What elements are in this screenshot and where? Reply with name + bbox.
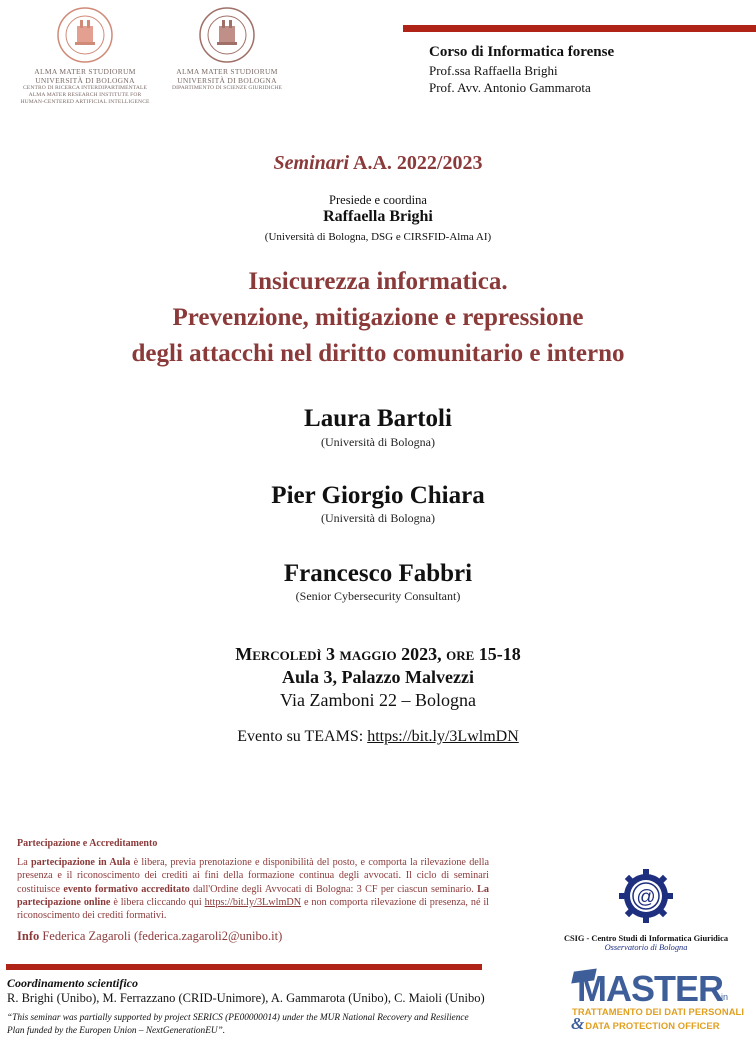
chair-label: Presiede e coordina: [329, 193, 427, 207]
teams-info: [0, 728, 756, 746]
participation-text: [17, 856, 489, 922]
speaker-name: Laura Bartoli: [304, 405, 452, 432]
text: è libera cliccando qui: [110, 896, 205, 908]
speaker-name: Francesco Fabbri: [283, 560, 473, 587]
funding-line: “This seminar was partially supported by project SERICS (PE00000014) under the MUR National Recovery and Resilience: [7, 1013, 469, 1023]
coordination-names: R. Brighi (Unibo), M. Ferrazzano (CRID-Unimore), A. Gammarota (Unibo), C. Maioli (Unibo): [7, 991, 485, 1005]
event-date: Mercoledì 3 maggio 2023, ore 15-18: [235, 644, 521, 664]
speaker-affiliation: (Università di Bologna): [321, 511, 435, 525]
speaker: [0, 482, 756, 526]
coordination-title: Coordinamento scientifico: [7, 976, 139, 990]
bottom-red-divider: [6, 964, 482, 970]
logo-text: UNIVERSITÀ DI BOLOGNA: [177, 76, 277, 85]
teams-label: Evento su TEAMS:: [237, 728, 368, 745]
logo-text: DIPARTIMENTO DI SCIENZE GIURIDICHE: [171, 85, 283, 91]
logo-alma-ai: [10, 6, 160, 106]
svg-text:@: @: [636, 887, 656, 908]
emphasis: evento formativo accreditato: [63, 883, 190, 895]
master-in: in: [721, 992, 729, 1002]
logo-text: HUMAN-CENTERED ARTIFICIAL INTELLIGENCE: [20, 99, 150, 105]
logo-text: ALMA MATER RESEARCH INSTITUTE FOR: [28, 92, 142, 98]
csig-subtitle: Osservatorio di Bologna: [604, 943, 688, 952]
csig-gear-icon: [618, 868, 674, 924]
ampersand: &: [571, 1014, 585, 1033]
coordination-section: [7, 976, 507, 1038]
logo-text: ALMA MATER STUDIORUM: [34, 67, 136, 76]
text: e non comporta rilevazione di presenza, né il riconoscimento dei crediti formativi.: [17, 896, 489, 922]
title-line: Prevenzione, mitigazione e repressione: [172, 304, 584, 331]
csig-name: CSIG - Centro Studi di Informatica Giuridica: [563, 934, 729, 943]
course-info: [429, 44, 614, 96]
info-contact: [17, 930, 489, 943]
seminar-title: [0, 264, 756, 372]
csig-logo: [548, 868, 744, 952]
university-seal-icon: [56, 6, 114, 64]
speaker-affiliation: (Senior Cybersecurity Consultant): [295, 589, 461, 603]
speaker-name: Pier Giorgio Chiara: [271, 482, 485, 509]
participation-title: Partecipazione e Accreditamento: [17, 838, 158, 849]
seminari-label: Seminari: [273, 152, 350, 174]
top-red-divider: [403, 25, 756, 32]
university-seal-icon: [198, 6, 256, 64]
info-text: Federica Zagaroli (federica.zagaroli2@unibo.it): [39, 929, 283, 944]
funding-line: Plan funded by the Europen Union – NextGenerationEU”.: [7, 1026, 226, 1036]
course-title: Corso di Informatica forense: [429, 44, 615, 60]
emphasis: La partecipazione online: [17, 883, 489, 908]
speaker-affiliation: (Università di Bologna): [321, 435, 435, 449]
speaker: [0, 560, 756, 604]
logo-text: UNIVERSITÀ DI BOLOGNA: [35, 76, 135, 85]
teams-link[interactable]: https://bit.ly/3LwlmDN: [367, 728, 519, 745]
chair-name: Raffaella Brighi: [323, 208, 433, 225]
text: La: [17, 857, 32, 869]
emphasis: partecipazione in Aula: [31, 857, 131, 869]
text: è libera, previa prenotazione e disponibilità del posto, e comporta la rilevazione della presenza e il riconoscimento dei crediti ai fini della formazione continua degli avvocati. Il ciclo di seminari costituisce: [17, 857, 489, 895]
event-place: Aula 3, Palazzo Malvezzi: [282, 667, 474, 687]
master-subtitle-1: TRATTAMENTO DEI DATI PERSONALI: [572, 1006, 745, 1017]
master-logo: [571, 968, 751, 1034]
chair-affiliation: (Università di Bologna, DSG e CIRSFID-Alma AI): [264, 231, 492, 243]
logo-text: ALMA MATER STUDIORUM: [176, 67, 278, 76]
funding-note: [7, 1012, 507, 1038]
logo-dsg: [152, 6, 302, 92]
participation-section: [17, 837, 489, 943]
text: dall'Ordine degli Avvocati di Bologna: 3 CF per ciascun seminario.: [189, 883, 478, 895]
info-label: Info: [17, 929, 40, 944]
master-subtitle-2: DATA PROTECTION OFFICER: [585, 1020, 720, 1031]
academic-year: A.A. 2022/2023: [349, 152, 483, 174]
title-line: Insicurezza informatica.: [248, 268, 508, 295]
event-address: Via Zamboni 22 – Bologna: [280, 690, 476, 710]
speaker: [0, 405, 756, 450]
master-title: MASTER: [577, 968, 723, 1009]
course-professor: Prof.ssa Raffaella Brighi: [429, 63, 558, 78]
logo-text: CENTRO DI RICERCA INTERDIPARTIMENTALE: [22, 85, 148, 91]
title-line: degli attacchi nel diritto comunitario e interno: [131, 340, 625, 367]
seminar-series-heading: [0, 152, 756, 175]
online-participation-link[interactable]: https://bit.ly/3LwlmDN: [204, 896, 302, 908]
course-professor: Prof. Avv. Antonio Gammarota: [429, 80, 591, 95]
